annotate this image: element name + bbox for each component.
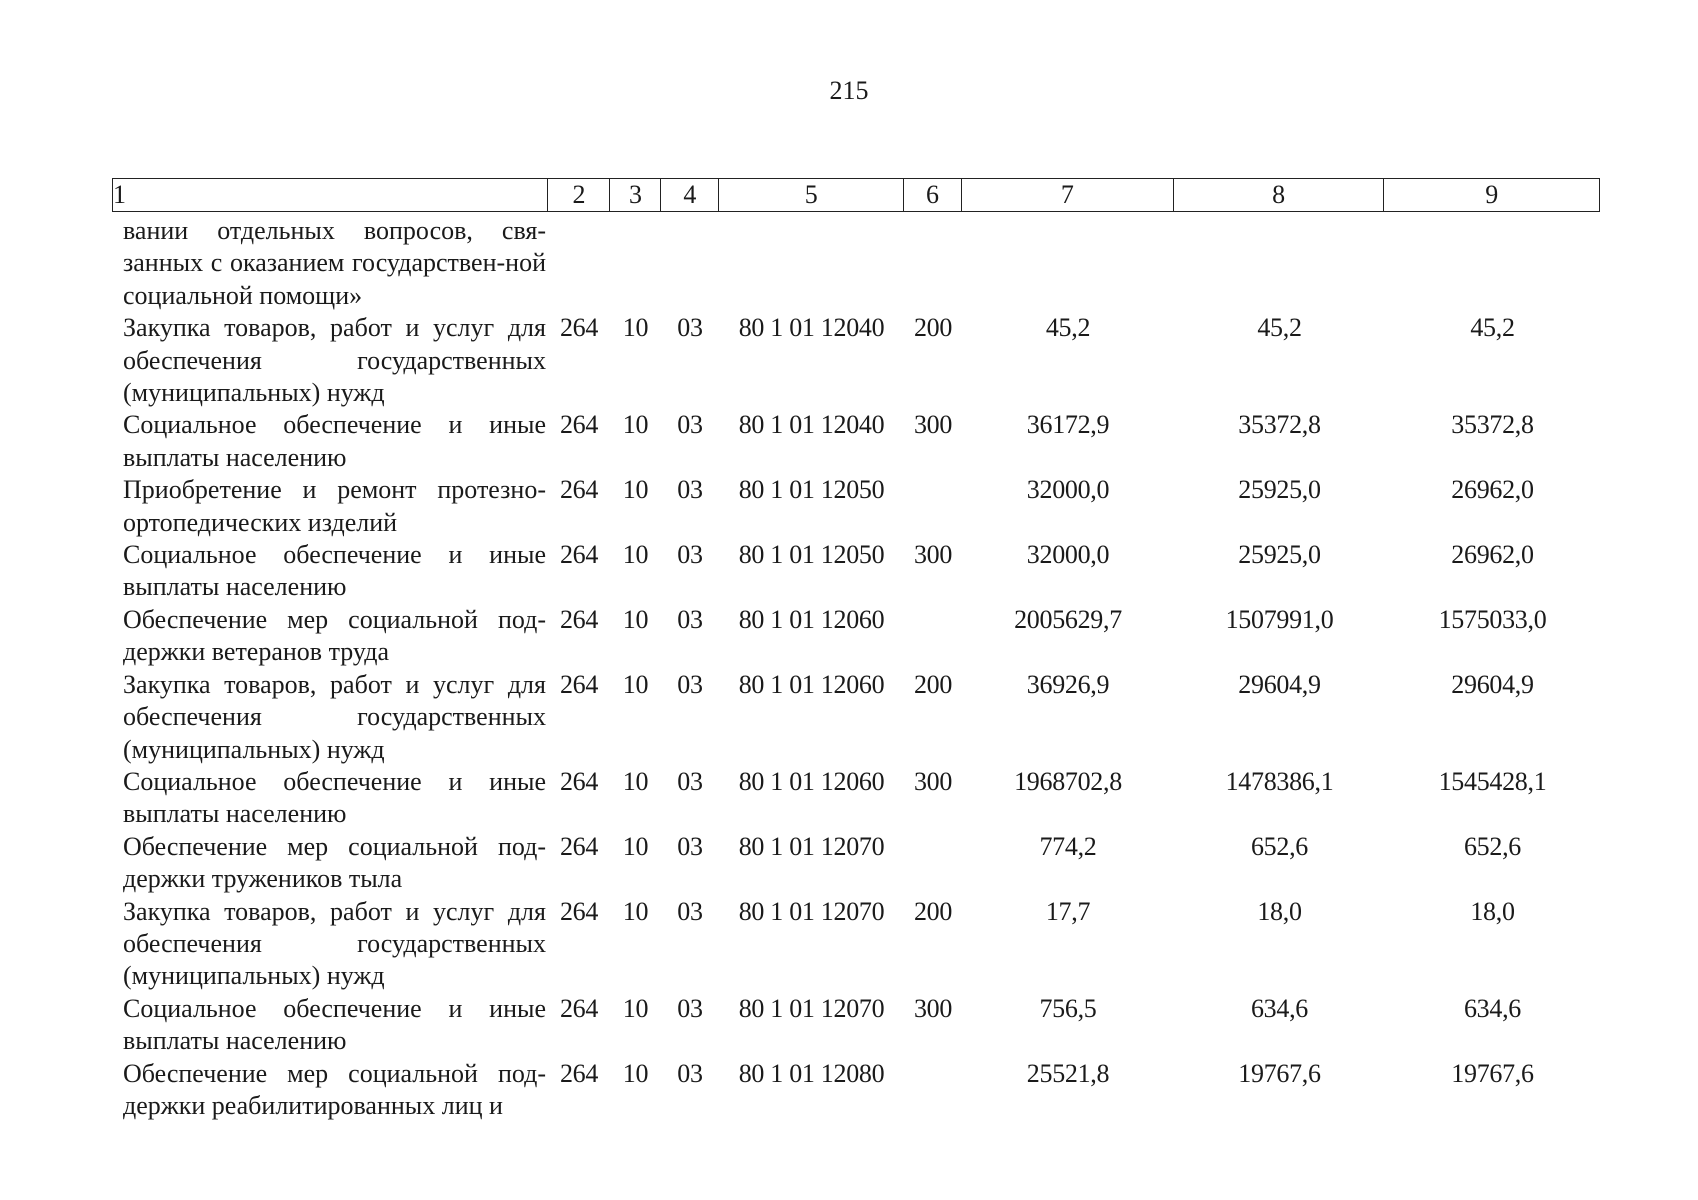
row-col-3: 10 (622, 993, 649, 1023)
row-col-4: 03 (677, 896, 703, 926)
row-col-4: 03 (677, 766, 703, 796)
row-col-8 (1174, 215, 1385, 312)
row-col-2: 264 (559, 475, 599, 505)
row-col-4: 03 (677, 1058, 703, 1088)
row-col-3: 10 (622, 831, 649, 861)
row-col-6 (904, 831, 962, 896)
row-col-7: 32000,0 (1026, 540, 1110, 570)
table-row (112, 669, 1600, 766)
row-description: Социальное обеспечение и иные выплаты населению (123, 993, 546, 1056)
row-col-2: 264 (559, 313, 599, 343)
row-col-2: 264 (559, 896, 599, 926)
row-col-2: 264 (559, 993, 599, 1023)
row-description: Обеспечение мер социальной под-держки ветеранов труда (123, 604, 546, 667)
table-row (112, 474, 1600, 539)
row-col-6 (904, 604, 962, 669)
row-col-8: 652,6 (1250, 831, 1308, 861)
row-col-3 (610, 215, 661, 312)
row-col-9 (1385, 215, 1600, 312)
row-col-9: 1545428,1 (1438, 766, 1547, 796)
row-col-9: 634,6 (1463, 993, 1521, 1023)
row-col-7: 756,5 (1039, 993, 1097, 1023)
row-col-7: 17,7 (1045, 896, 1091, 926)
row-col-9: 29604,9 (1451, 669, 1534, 699)
row-col-5: 80 1 01 12070 (738, 896, 885, 926)
row-description: Обеспечение мер социальной под-держки реабилитированных лиц и (123, 1058, 546, 1120)
header-col-6: 6 (904, 179, 962, 211)
table-row (112, 604, 1600, 669)
row-col-2: 264 (559, 669, 599, 699)
table-row (112, 409, 1600, 474)
header-col-9: 9 (1485, 180, 1498, 209)
row-col-4: 03 (677, 993, 703, 1023)
row-col-2: 264 (559, 604, 599, 634)
row-col-9: 35372,8 (1451, 410, 1534, 440)
row-col-5: 80 1 01 12060 (738, 604, 885, 634)
row-col-5: 80 1 01 12070 (738, 993, 885, 1023)
row-description: Социальное обеспечение и иные выплаты населению (123, 540, 546, 602)
row-col-5: 80 1 01 12060 (738, 669, 885, 699)
row-col-6: 300 (913, 766, 953, 796)
row-col-8: 1507991,0 (1225, 604, 1334, 634)
header-col-4: 4 (661, 179, 719, 211)
row-col-3: 10 (622, 1058, 649, 1088)
row-col-8: 18,0 (1257, 896, 1302, 926)
row-col-5: 80 1 01 12060 (738, 766, 885, 796)
row-col-6: 300 (913, 540, 953, 570)
row-col-2: 264 (559, 1058, 599, 1088)
row-col-2 (548, 215, 610, 312)
row-col-5 (719, 215, 904, 312)
table-row (112, 539, 1600, 604)
row-col-9: 19767,6 (1451, 1058, 1534, 1088)
row-col-4: 03 (677, 540, 703, 570)
row-col-7: 774,2 (1039, 831, 1097, 861)
row-col-6: 200 (913, 896, 953, 926)
row-col-3: 10 (622, 475, 649, 505)
row-col-4 (661, 215, 719, 312)
row-col-7: 25521,8 (1026, 1058, 1110, 1088)
row-col-8: 1478386,1 (1225, 766, 1334, 796)
row-col-3: 10 (622, 604, 649, 634)
row-col-8: 634,6 (1250, 993, 1308, 1023)
row-description: Закупка товаров, работ и услуг для обеспечения государственных (муниципальных) нужд (123, 669, 546, 764)
row-col-8: 25925,0 (1238, 475, 1321, 505)
row-col-4: 03 (677, 313, 703, 343)
row-col-3: 10 (622, 540, 649, 570)
row-col-5: 80 1 01 12040 (738, 410, 885, 440)
row-col-3: 10 (622, 896, 649, 926)
row-col-9: 26962,0 (1451, 540, 1534, 570)
table-row (112, 312, 1600, 409)
page-number: 215 (829, 76, 869, 105)
row-col-6: 200 (913, 313, 953, 343)
header-col-8: 8 (1174, 179, 1385, 211)
header-col-1: 1 (113, 179, 548, 211)
row-description: Закупка товаров, работ и услуг для обеспечения государственных (муниципальных) нужд (123, 313, 546, 408)
row-col-9: 652,6 (1463, 831, 1521, 861)
header-col-7: 7 (962, 179, 1174, 211)
row-col-9: 26962,0 (1451, 475, 1534, 505)
row-col-5: 80 1 01 12080 (738, 1058, 885, 1088)
row-col-7: 45,2 (1045, 313, 1091, 343)
row-col-8: 29604,9 (1238, 669, 1321, 699)
table-row (112, 896, 1600, 993)
row-col-4: 03 (677, 604, 703, 634)
row-col-6 (904, 215, 962, 312)
table-row (112, 1058, 1600, 1123)
row-col-2: 264 (559, 831, 599, 861)
row-col-4: 03 (677, 410, 703, 440)
row-col-7: 1968702,8 (1014, 766, 1122, 796)
row-col-6 (904, 1058, 962, 1123)
row-description: Социальное обеспечение и иные выплаты населению (123, 410, 546, 472)
row-description: Закупка товаров, работ и услуг для обеспечения государственных (муниципальных) нужд (123, 896, 546, 991)
row-col-7: 36926,9 (1026, 669, 1110, 699)
row-col-8: 25925,0 (1238, 540, 1321, 570)
row-description: Обеспечение мер социальной под-держки тружеников тыла (123, 831, 546, 894)
row-col-4: 03 (677, 831, 703, 861)
row-col-7: 32000,0 (1026, 475, 1110, 505)
table-row (112, 766, 1600, 831)
row-col-5: 80 1 01 12070 (738, 831, 885, 861)
row-col-2: 264 (559, 766, 599, 796)
row-col-2: 264 (559, 540, 599, 570)
row-col-6: 200 (913, 669, 953, 699)
table-body (112, 215, 1600, 1122)
row-col-8: 19767,6 (1238, 1058, 1321, 1088)
table-row (112, 215, 1600, 312)
row-col-9: 1575033,0 (1438, 604, 1547, 634)
header-col-3: 3 (610, 179, 661, 211)
header-col-5: 5 (719, 179, 904, 211)
row-description: вании отдельных вопросов, свя-занных с оказанием государствен-ной социальной помощи» (123, 216, 546, 310)
row-col-8: 35372,8 (1238, 410, 1321, 440)
row-col-9: 18,0 (1470, 896, 1515, 926)
row-col-2: 264 (559, 410, 599, 440)
table-header-row (112, 178, 1600, 212)
row-col-7: 2005629,7 (1014, 604, 1122, 634)
row-col-3: 10 (622, 410, 649, 440)
row-col-4: 03 (677, 475, 703, 505)
row-col-5: 80 1 01 12050 (738, 475, 885, 505)
row-col-3: 10 (622, 313, 649, 343)
row-col-6: 300 (913, 410, 953, 440)
row-col-7 (962, 215, 1174, 312)
row-col-6 (904, 474, 962, 539)
row-col-4: 03 (677, 669, 703, 699)
row-col-3: 10 (622, 669, 649, 699)
row-description: Социальное обеспечение и иные выплаты населению (123, 766, 546, 829)
row-col-9: 45,2 (1470, 313, 1515, 343)
row-description: Приобретение и ремонт протезно-ортопедических изделий (123, 475, 546, 537)
row-col-5: 80 1 01 12050 (738, 540, 885, 570)
row-col-6: 300 (913, 993, 953, 1023)
table-row (112, 993, 1600, 1058)
row-col-7: 36172,9 (1026, 410, 1110, 440)
table-row (112, 831, 1600, 896)
row-col-5: 80 1 01 12040 (738, 313, 885, 343)
row-col-3: 10 (622, 766, 649, 796)
header-col-2: 2 (548, 179, 610, 211)
row-col-8: 45,2 (1257, 313, 1302, 343)
